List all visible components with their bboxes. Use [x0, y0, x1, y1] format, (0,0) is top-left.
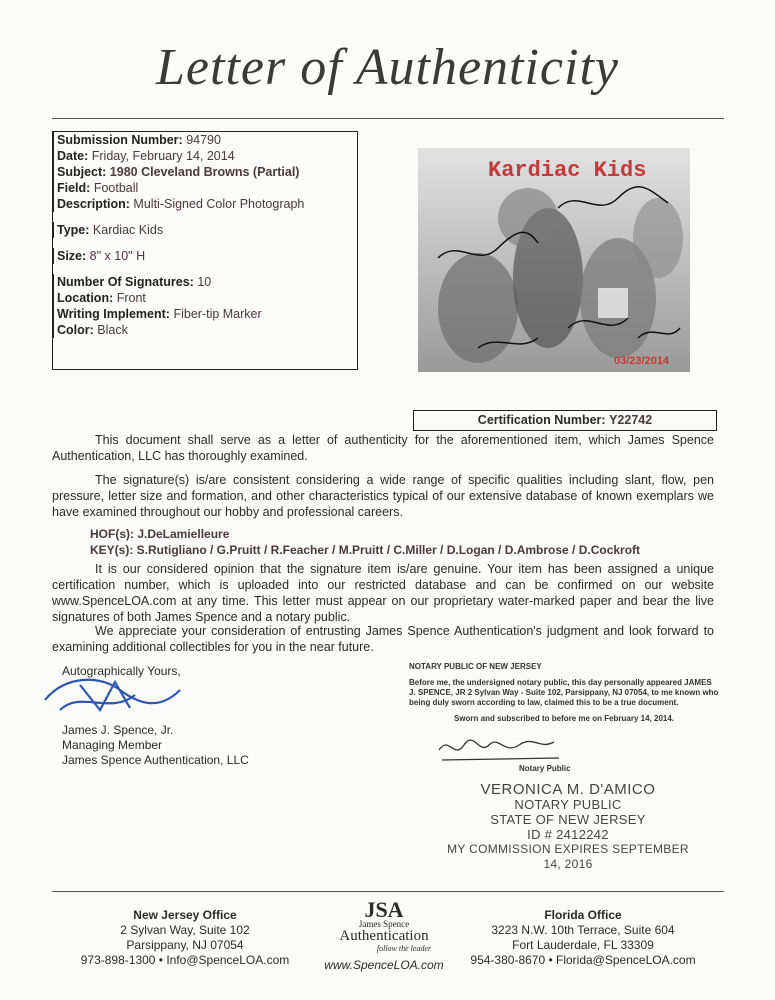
- submission-number: 94790: [186, 133, 221, 147]
- signer-name: James J. Spence, Jr.: [62, 723, 174, 737]
- signer-company: James Spence Authentication, LLC: [62, 753, 249, 767]
- website-link[interactable]: www.SpenceLOA.com: [324, 958, 444, 972]
- subject-row: Subject: 1980 Cleveland Browns (Partial): [52, 164, 357, 180]
- jsa-logo: JSA James Spence Authentication follow the leader www.SpenceLOA.com: [319, 900, 449, 972]
- submission-number-row: Submission Number: 94790: [52, 132, 357, 148]
- notary-public-label: Notary Public: [519, 764, 571, 773]
- subject-value: 1980 Cleveland Browns (Partial): [109, 165, 300, 179]
- fl-office: Florida Office 3223 N.W. 10th Terrace, Suite 604 Fort Lauderdale, FL 33309 954-380-8670 • Florida@SpenceLOA.com: [463, 908, 703, 968]
- date-row: Date: Friday, February 14, 2014: [52, 148, 357, 164]
- hof-signers: HOF(s): J.DeLamielleure: [90, 527, 230, 541]
- photo-date-stamp: 03/23/2014: [614, 355, 670, 367]
- notary-stamp: [444, 782, 692, 872]
- footer-divider: [52, 891, 724, 892]
- type-value: Kardiac Kids: [92, 223, 164, 237]
- item-photo: [418, 148, 690, 372]
- paragraph-appreciation: We appreciate your consideration of entrusting James Spence Authentication's judgment and look forward to examining additional collectibles for you in the near future.: [52, 624, 714, 654]
- size-value: 8" x 10" H: [89, 249, 146, 263]
- nj-contact: 973-898-1300 • Info@SpenceLOA.com: [80, 953, 290, 967]
- notary-statement: Before me, the undersigned notary public, this day personally appeared JAMES J. SPENCE, JR 2 Sylvan Way - Suite 102, Parsippany, NJ 07054, to me known who being duly sworn according to law, claimed this to be a true document.: [409, 678, 719, 707]
- paragraph-authenticity: This document shall serve as a letter of authenticity for the aforementioned item, which James Spence Authentication, LLC has thoroughly examined.: [52, 433, 714, 463]
- paragraph-opinion: It is our considered opinion that the signature item is/are genuine. Your item has been assigned a unique certification number, which is uploaded into our restricted database and can be confirmed on our website www.SpenceLOA.com at any time. This letter must appear on our proprietary water-marked paper and bear the live signatures of both James Spence and a notary public.: [52, 562, 714, 624]
- notary-section: [409, 662, 719, 774]
- photo-graphic: [418, 148, 690, 372]
- signatures-value: 10: [197, 275, 212, 289]
- submission-details: [52, 131, 358, 370]
- field-row: Field: Football: [52, 180, 357, 196]
- notary-name: VERONICA M. D'AMICO: [480, 781, 656, 798]
- location-value: Front: [116, 291, 146, 305]
- date-value: Friday, February 14, 2014: [91, 149, 235, 163]
- closing-text: Autographically Yours,: [62, 664, 181, 678]
- certification-number: Y22742: [609, 413, 653, 427]
- notary-signature: [434, 730, 564, 764]
- signatures-row: Number Of Signatures: 10: [52, 274, 357, 290]
- notary-sworn: Sworn and subscribed to before me on February 14, 2014.: [453, 714, 675, 723]
- certification-box: Certification Number: Y22742: [413, 410, 717, 431]
- title-divider: [52, 118, 724, 119]
- notary-heading: NOTARY PUBLIC OF NEW JERSEY: [409, 662, 542, 671]
- fl-contact: 954-380-8670 • Florida@SpenceLOA.com: [470, 953, 696, 967]
- color-row: Color: Black: [52, 322, 357, 338]
- signer-role: Managing Member: [62, 738, 163, 752]
- type-row: Type: Kardiac Kids: [52, 222, 357, 238]
- writing-row: Writing Implement: Fiber-tip Marker: [52, 306, 357, 322]
- location-row: Location: Front: [52, 290, 357, 306]
- notary-state: STATE OF NEW JERSEY: [490, 812, 646, 827]
- nj-office-title: New Jersey Office: [133, 908, 237, 922]
- notary-expiry: MY COMMISSION EXPIRES SEPTEMBER 14, 2016: [447, 842, 689, 871]
- color-value: Black: [97, 323, 128, 337]
- field-value: Football: [93, 181, 139, 195]
- signers-list: [90, 526, 640, 558]
- description-value: Multi-Signed Color Photograph: [133, 197, 305, 211]
- fl-office-title: Florida Office: [544, 908, 622, 922]
- key-signers: KEY(s): S.Rutigliano / G.Pruitt / R.Feacher / M.Pruitt / C.Miller / D.Logan / D.Ambrose / D.Cockroft: [90, 543, 641, 557]
- notary-title: NOTARY PUBLIC: [514, 797, 622, 812]
- signoff-block: [62, 664, 249, 768]
- letter-title: Letter of Authenticity: [156, 39, 619, 96]
- writing-value: Fiber-tip Marker: [173, 307, 262, 321]
- spence-signature: [40, 670, 190, 722]
- size-row: Size: 8" x 10" H: [52, 248, 357, 264]
- paragraph-consistency: The signature(s) is/are consistent considering a wide range of specific qualities including slant, flow, pen pressure, letter size and formation, and other characteristics typical of our extensive database of known exemplars we have examined throughout our hobby and professional careers.: [52, 473, 714, 519]
- notary-id: ID # 2412242: [527, 827, 609, 842]
- photo-title: Kardiac Kids: [488, 158, 647, 183]
- nj-office: New Jersey Office 2 Sylvan Way, Suite 102 Parsippany, NJ 07054 973-898-1300 • Info@SpenceLOA.com: [80, 908, 290, 967]
- description-row: Description: Multi-Signed Color Photograph: [52, 196, 357, 212]
